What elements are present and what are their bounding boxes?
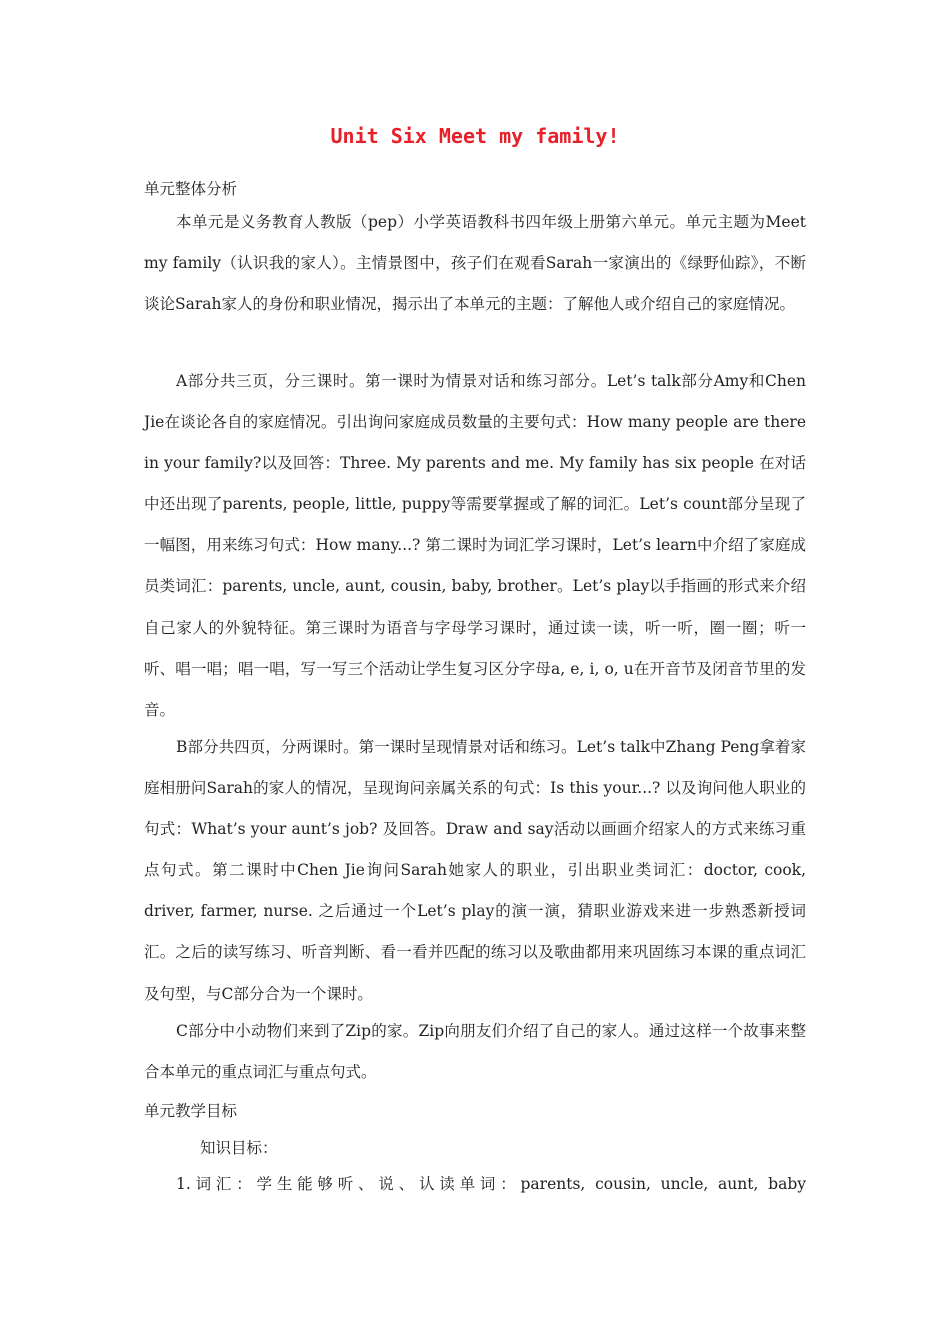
section-heading-analysis: 单元整体分析 (144, 180, 238, 198)
goal-item-vocabulary: 1.词汇：学生能够听、说、认读单词：parents, cousin, uncle, aunt, baby (176, 1175, 806, 1193)
paragraph-part-b: B部分共四页，分两课时。第一课时呈现情景对话和练习。Let’s talk中Zhang Peng拿着家庭相册问Sarah的家人的情况，呈现询问亲属关系的句式：Is this your...? 以及询问他人职业的句式：What’s your aunt’s job? 及回答。Draw and say活动以画画介绍家人的方式来练习重点句式。第二课时中Chen Jie询问Sarah她家人的职业，引出职业类词汇：doctor, cook, driver, farmer, nurse. 之后通过一个Let’s play的演一演，猜职业游戏来进一步熟悉新授词汇。之后的读写练习、听音判断、看一看并匹配的练习以及歌曲都用来巩固练习本课的重点词汇及句型，与C部分合为一个课时。 (144, 738, 806, 1003)
paragraph-part-a: A部分共三页，分三课时。第一课时为情景对话和练习部分。Let’s talk部分Amy和Chen Jie在谈论各自的家庭情况。引出询问家庭成员数量的主要句式：How many people are there in your family?以及回答：Three. My parents and me. My family has six people 在对话中还出现了parents, people, little, puppy等需要掌握或了解的词汇。Let’s count部分呈现了一幅图，用来练习句式：How many...? 第二课时为词汇学习课时，Let’s learn中介绍了家庭成员类词汇：parents, uncle, aunt, cousin, baby, brother。Let’s play以手指画的形式来介绍自己家人的外貌特征。第三课时为语音与字母学习课时，通过读一读，听一听，圈一圈；听一听、唱一唱；唱一唱，写一写三个活动让学生复习区分字母a, e, i, o, u在开音节及闭音节里的发音。 (144, 372, 806, 719)
paragraph-part-c: C部分中小动物们来到了Zip的家。Zip向朋友们介绍了自己的家人。通过这样一个故事来整合本单元的重点词汇与重点句式。 (144, 1022, 806, 1082)
section-heading-goals: 单元教学目标 (144, 1102, 238, 1120)
knowledge-goal-label: 知识目标： (200, 1139, 278, 1157)
paragraph-intro: 本单元是义务教育人教版（pep）小学英语教科书四年级上册第六单元。单元主题为Meet my family（认识我的家人）。主情景图中，孩子们在观看Sarah一家演出的《绿野仙踪》，不断谈论Sarah家人的身份和职业情况，揭示出了本单元的主题：了解他人或介绍自己的家庭情况。 (144, 213, 806, 314)
document-title: Unit Six Meet my family! (330, 124, 620, 148)
